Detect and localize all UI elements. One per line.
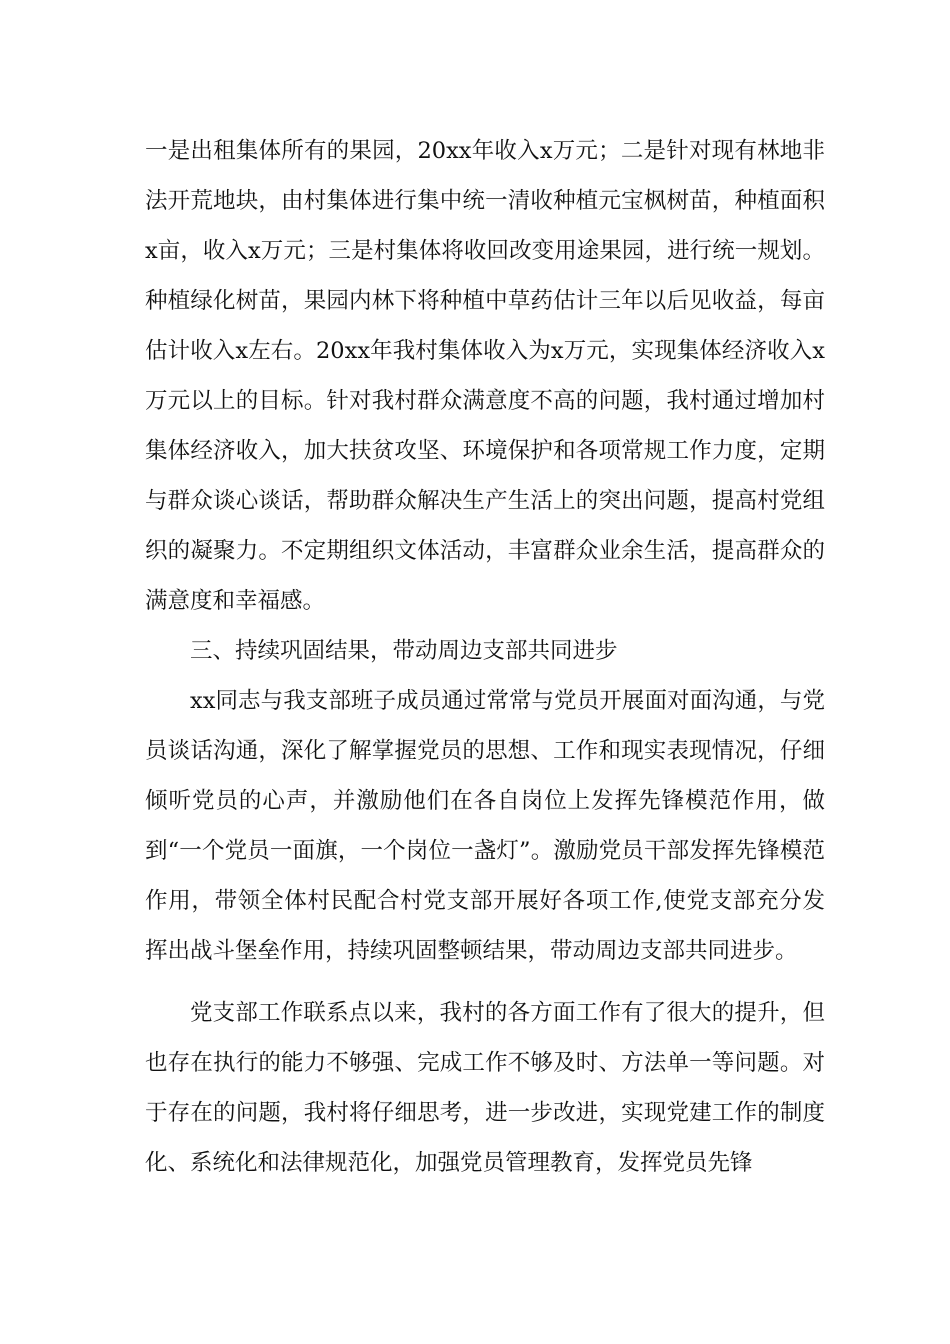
- section-heading: 三、持续巩固结果，带动周边支部共同进步: [190, 638, 618, 664]
- body-paragraph: 党支部工作联系点以来，我村的各方面工作有了很大的提升，但也存在执行的能力不够强、完成工作不够及时、方法单一等问题。对于存在的问题，我村将仔细思考，进一步改进，实现党建工作的制度化、系统化和法律规范化，加强党员管理教育，发挥党员先锋: [145, 1000, 825, 1176]
- body-paragraph: xx同志与我支部班子成员通过常常与党员开展面对面沟通，与党员谈话沟通，深化了解掌握党员的思想、工作和现实表现情况，仔细倾听党员的心声，并激励他们在各自岗位上发挥先锋模范作用，做到“一个党员一面旗，一个岗位一盏灯”。激励党员干部发挥先锋模范作用，带领全体村民配合村党支部开展好各项工作,使党支部充分发挥出战斗堡垒作用，持续巩固整顿结果，带动周边支部共同进步。: [145, 688, 825, 964]
- body-paragraph: 一是出租集体所有的果园，20xx年收入x万元；二是针对现有林地非法开荒地块，由村集体进行集中统一清收种植元宝枫树苗，种植面积x亩，收入x万元；三是村集体将收回改变用途果园，进行统一规划。种植绿化树苗，果园内林下将种植中草药估计三年以后见收益，每亩估计收入x左右。20xx年我村集体收入为x万元，实现集体经济收入x万元以上的目标。针对我村群众满意度不高的问题，我村通过增加村集体经济收入，加大扶贫攻坚、环境保护和各项常规工作力度，定期与群众谈心谈话，帮助群众解决生产生活上的突出问题，提高村党组织的凝聚力。不定期组织文体活动，丰富群众业余生活，提高群众的满意度和幸福感。: [145, 138, 825, 614]
- document-page: [145, 126, 825, 1188]
